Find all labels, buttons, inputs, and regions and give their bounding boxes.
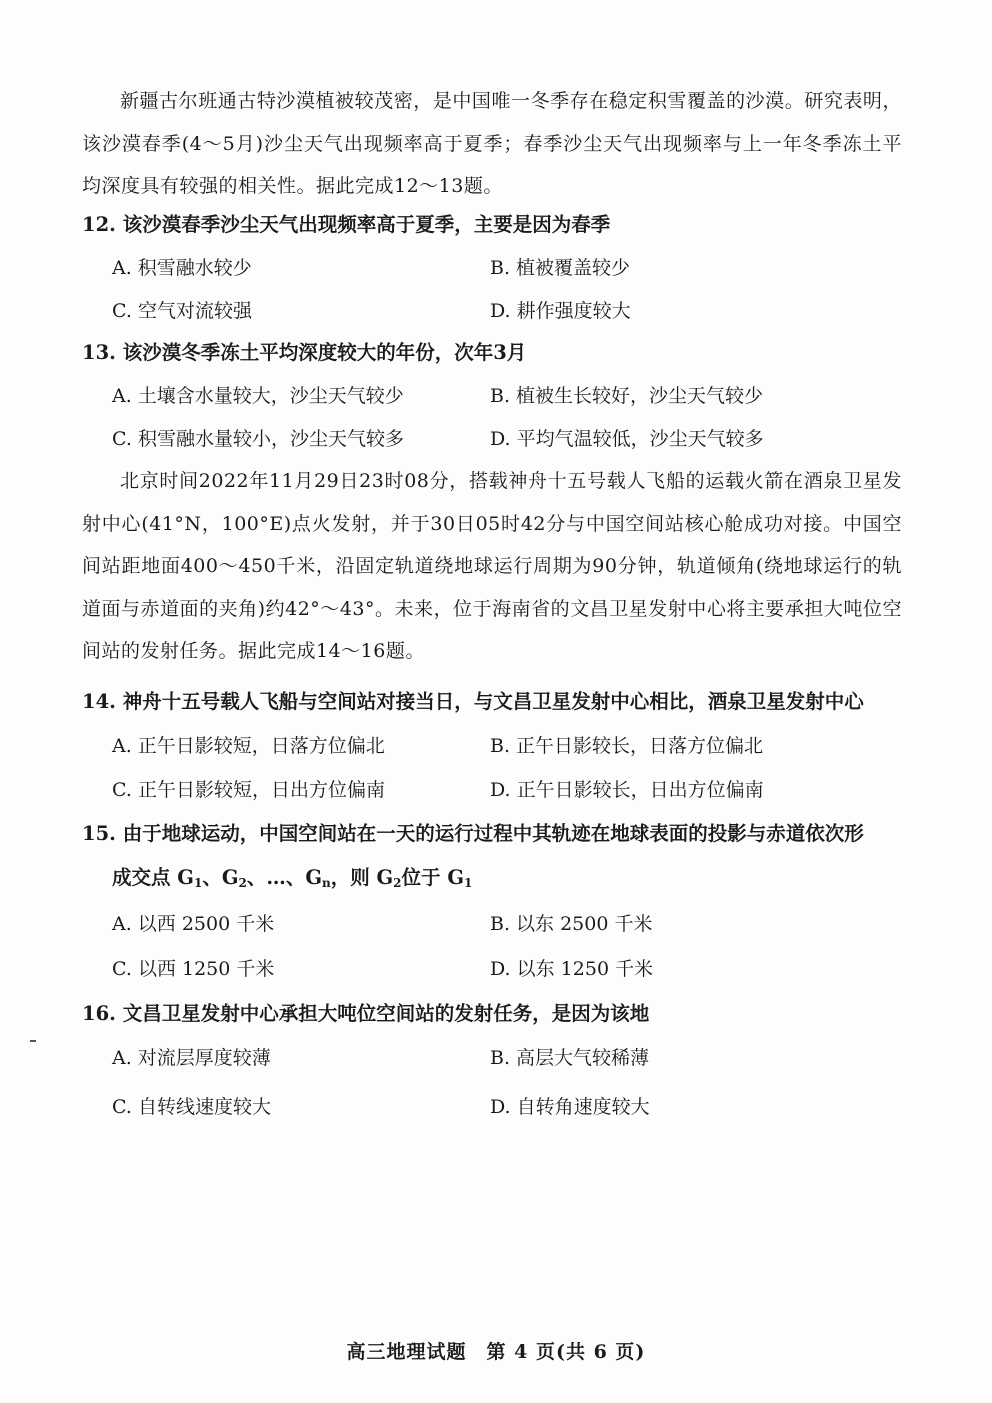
question-12-option-b: B. 植被覆盖较少 [490, 257, 631, 279]
question-15-option-b: B. 以东 2500 千米 [490, 913, 653, 935]
page-footer: 高三地理试题 第 4 页(共 6 页) [346, 1341, 646, 1363]
question-14-option-d: D. 正午日影较长，日出方位偏南 [490, 779, 764, 801]
question-15-stem-line1: 15. 由于地球运动，中国空间站在一天的运行过程中其轨迹在地球表面的投影与赤道依次形 [82, 822, 864, 845]
question-13-option-b: B. 植被生长较好，沙尘天气较少 [490, 385, 764, 407]
question-15-option-a: A. 以西 2500 千米 [112, 913, 275, 935]
passage-shenzhou: 北京时间2022年11月29日23时08分，搭载神舟十五号载人飞船的运载火箭在酒泉卫星发射中心(41°N，100°E)点火发射，并于30日05时42分与中国空间站核心舱成功对接。中国空间站距地面400～450千米，沿固定轨道绕地球运行周期为90分钟，轨道倾角(绕地球运行的轨道面与赤道面的夹角)约42°～43°。未来，位于海南省的文昌卫星发射中心将主要承担大吨位空间站的发射任务。据此完成14～16题。 [82, 470, 902, 662]
question-14-option-b: B. 正午日影较长，日落方位偏北 [490, 735, 764, 757]
question-13-stem: 13. 该沙漠冬季冻土平均深度较大的年份，次年3月 [82, 341, 527, 364]
question-14-option-c: C. 正午日影较短，日出方位偏南 [112, 779, 385, 801]
question-16-option-d: D. 自转角速度较大 [490, 1096, 650, 1118]
question-15-option-c: C. 以西 1250 千米 [112, 958, 275, 980]
question-16-stem: 16. 文昌卫星发射中心承担大吨位空间站的发射任务，是因为该地 [82, 1002, 650, 1025]
passage-desert: 新疆古尔班通古特沙漠植被较茂密，是中国唯一冬季存在稳定积雪覆盖的沙漠。研究表明，该沙漠春季(4～5月)沙尘天气出现频率高于夏季；春季沙尘天气出现频率与上一年冬季冻土平均深度具有较强的相关性。据此完成12～13题。 [82, 90, 902, 197]
question-13-option-d: D. 平均气温较低，沙尘天气较多 [490, 428, 764, 450]
question-12-option-a: A. 积雪融水较少 [112, 257, 252, 279]
scan-mark [30, 1040, 36, 1042]
question-15-option-d: D. 以东 1250 千米 [490, 958, 654, 980]
question-13-option-c: C. 积雪融水量较小，沙尘天气较多 [112, 428, 404, 450]
question-14-option-a: A. 正午日影较短，日落方位偏北 [112, 735, 385, 757]
question-12-option-d: D. 耕作强度较大 [490, 300, 631, 322]
question-16-option-b: B. 高层大气较稀薄 [490, 1047, 650, 1069]
question-13-option-a: A. 土壤含水量较大，沙尘天气较少 [112, 385, 404, 407]
question-14-stem: 14. 神舟十五号载人飞船与空间站对接当日，与文昌卫星发射中心相比，酒泉卫星发射中心 [82, 690, 864, 713]
question-12-option-c: C. 空气对流较强 [112, 300, 252, 322]
question-15-stem-line2: 成交点 $G_1$、$G_2$、…、$G_n$，则 $G_2$位于 $G_1$ [112, 866, 473, 890]
question-16-option-c: C. 自转线速度较大 [112, 1096, 271, 1118]
question-16-option-a: A. 对流层厚度较薄 [112, 1047, 271, 1069]
question-12-stem: 12. 该沙漠春季沙尘天气出现频率高于夏季，主要是因为春季 [82, 213, 611, 236]
